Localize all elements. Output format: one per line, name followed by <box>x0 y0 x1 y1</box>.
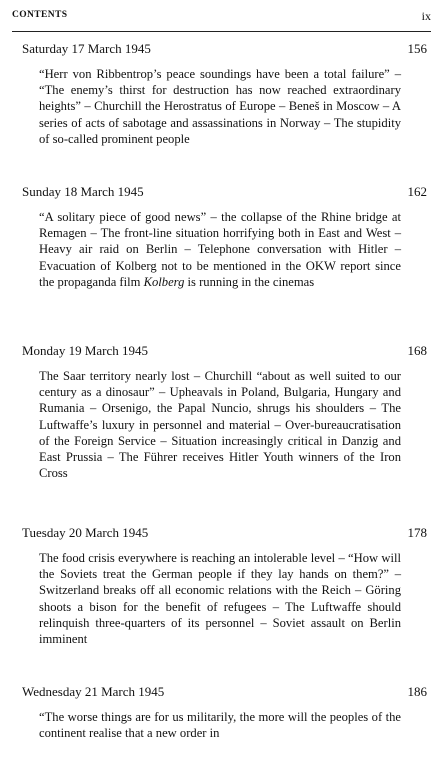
entry-page-number: 162 <box>407 184 427 199</box>
film-title: Kolberg <box>143 274 185 289</box>
entry-page-number: 178 <box>407 525 427 540</box>
entry-page-number: 168 <box>407 343 427 358</box>
contents-entry <box>22 41 427 147</box>
entry-page-number: 186 <box>407 684 427 699</box>
entry-date: Monday 19 March 1945 <box>22 343 149 358</box>
entry-date: Tuesday 20 March 1945 <box>22 525 149 540</box>
entry-date: Wednesday 21 March 1945 <box>22 684 165 699</box>
entry-summary-text: is running in the cinemas <box>184 274 315 289</box>
running-title: CONTENTS <box>12 10 68 20</box>
entry-summary-text: “A solitary piece of good news” – the collapse of the Rhine bridge at Remagen – The front-line situation horrifying both in East and West – Heavy air raid on Berlin – Telephone conversation with Hitler – Evacuation of Kolberg not to be mentioned in the OKW report since the propaganda film <box>39 210 401 289</box>
entry-summary: The food crisis everywhere is reaching an intolerable level – “How will the Soviets treat the German people if they lay hands on them?” – Switzerland breaks off all economic relations with the Reich – Göring shoots a bison for the benefit of refugees – The Luftwaffe should relinquish three-quarters of its personnel – Soviet assault on Berlin imminent <box>39 551 401 647</box>
header-rule <box>12 31 431 32</box>
contents-entry <box>22 184 427 290</box>
entry-page-number: 156 <box>407 41 427 56</box>
entry-date: Saturday 17 March 1945 <box>22 41 151 56</box>
entry-summary: “Herr von Ribbentrop’s peace soundings have been a total failure” – “The enemy’s thirst for destruction has now reached extraordinary heights” – Churchill the Herostratus of Europe – Beneš in Moscow – A series of acts of sabotage and assassinations in Norway – The stupidity of so-called prominent people <box>39 67 401 146</box>
running-header <box>12 10 431 28</box>
entry-summary: The Saar territory nearly lost – Churchill “about as well suited to our century as a dinosaur” – Upheavals in Poland, Bulgaria, Hungary and Rumania – Orsenigo, the Papal Nuncio, shrugs his shoulders – The Luftwaffe’s luxury in personnel and material – Over-bureaucratisation of the Foreign Service – Situation increasingly critical in Danzig and East Prussia – The Führer receives Hitler Youth winners of the Iron Cross <box>39 369 401 481</box>
contents-entry <box>22 684 427 741</box>
entry-summary: “The worse things are for us militarily, the more will the peoples of the continent realise that a new order in <box>39 710 401 741</box>
entry-summary <box>39 209 401 290</box>
contents-entry <box>22 343 427 481</box>
page-folio: ix <box>421 9 431 23</box>
contents-entry <box>22 525 427 647</box>
entry-date: Sunday 18 March 1945 <box>22 184 144 199</box>
